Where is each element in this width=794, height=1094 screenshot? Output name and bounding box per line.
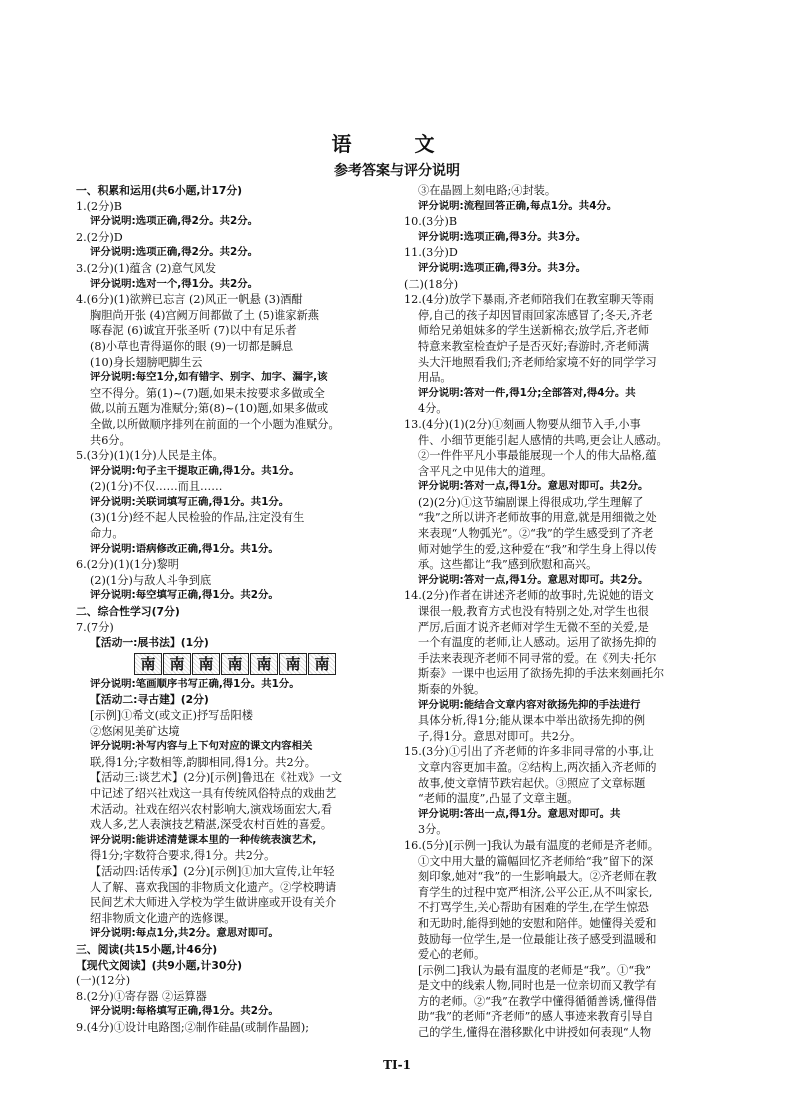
answer-line: 评分说明:选项正确,得2分。共2分。: [90, 215, 259, 228]
answer-line: 严厉,后面才说齐老师对学生无微不至的关爱,是: [418, 620, 649, 634]
calligraphy-box: 南: [279, 653, 307, 675]
answer-line: (3)(1分)经不起人民检验的作品,注定没有生: [90, 511, 305, 525]
answer-line: 共6分。: [90, 433, 131, 447]
answer-line: 来表现“人物弧光”。②“我”的学生感受到了齐老: [418, 527, 654, 541]
page-footer: TI-1: [383, 1058, 411, 1072]
answer-line: 课很一般,教育方式也没有特别之处,对学生也很: [418, 605, 649, 619]
answer-line: “老师的温度”,凸显了文章主题。: [418, 792, 579, 806]
answer-line: 3分。: [418, 823, 448, 837]
answer-line: “我”之所以讲齐老师故事的用意,就是用细微之处: [418, 511, 657, 525]
answer-line: 停,自己的孩子却因冒雨回家冻感冒了;冬天,齐老: [418, 308, 653, 322]
answer-line: 评分说明:选项正确,得2分。共2分。: [90, 246, 259, 259]
calligraphy-box: 南: [221, 653, 249, 675]
answer-line: 空不得分。第(1)~(7)题,如果未按要求多做或全: [90, 386, 325, 400]
calligraphy-box: 南: [134, 653, 162, 675]
answer-line: 评分说明:答出一点,得1分。意思对即可。共: [418, 807, 621, 820]
answer-line: 评分说明:选对一个,得1分。共2分。: [90, 277, 259, 290]
answer-line: 评分说明:补写内容与上下句对应的课文内容相关: [90, 740, 313, 753]
answer-line: (2)(2分)①这节编剧课上得很成功,学生理解了: [418, 495, 644, 509]
answer-line: 【活动四:话传承】(2分)[示例]①加大宣传,让年轻: [90, 864, 335, 878]
answer-line: 手法来表现齐老师不同寻常的爱。在《列夫·托尔: [418, 651, 657, 665]
answer-line: 鼓励每一位学生,是一位最能让孩子感受到温暖和: [418, 932, 657, 946]
answer-line: 一、积累和运用(共6小题,计17分): [76, 184, 243, 197]
answer-line: (10)身长翅膀吧脚生云: [90, 355, 203, 369]
answer-line: 育学生的过程中宽严相济,公平公正,从不叫家长,: [418, 885, 653, 899]
answer-line: 评分说明:每格填写正确,得1分。共2分。: [90, 1005, 279, 1018]
answer-line: [示例]①希文(或文正)抒写岳阳楼: [90, 709, 253, 722]
answer-line: 【活动一:展书法】(1分): [90, 636, 209, 650]
answer-line: 得1分;字数符合要求,得1分。共2分。: [90, 849, 276, 863]
answer-line: ①文中用大量的篇幅回忆齐老师给“我”留下的深: [418, 854, 654, 868]
answer-line: 4.(6分)(1)欲辨已忘言 (2)风正一帆悬 (3)酒酣: [76, 293, 303, 307]
answer-line: 二、综合性学习(7分): [76, 605, 180, 619]
answer-line: 术活动。社戏在绍兴农村影响大,演戏场面宏大,看: [90, 802, 333, 816]
answer-line: 【现代文阅读】(共9小题,计30分): [76, 958, 243, 972]
answer-line: 评分说明:每空1分,如有错字、别字、加字、漏字,该: [90, 371, 328, 384]
left-column: [76, 183, 404, 1035]
answer-line: 三、阅读(共15小题,计46分): [76, 942, 218, 956]
answer-line: 10.(3分)B: [404, 215, 458, 229]
answer-line: 评分说明:关联词填写正确,得1分。共1分。: [90, 495, 290, 508]
answer-line: 4分。: [418, 402, 448, 416]
answer-line: (2)(1分)不仅……而且……: [90, 480, 223, 494]
answer-line: 命力。: [90, 527, 124, 541]
answer-line: 评分说明:句子主干提取正确,得1分。共1分。: [90, 464, 300, 477]
calligraphy-strip: [134, 653, 404, 675]
answer-line: 评分说明:每点1分,共2分。意思对即可。: [90, 927, 279, 940]
answer-line: 13.(4分)(1)(2分)①刻画人物要从细节入手,小事: [404, 417, 641, 431]
answer-line: 头大汗地照看我们;齐老师给家境不好的同学学习: [418, 355, 657, 369]
answer-line: 和无助时,能得到她的安慰和陪伴。她懂得关爱和: [418, 916, 657, 930]
answer-line: 助“我”的老师“齐老师”的感人事迹来教育引导自: [418, 1010, 654, 1024]
calligraphy-box: 南: [308, 653, 336, 675]
answer-line: 全做,以所做顺序排列在前面的一个小题为准赋分。: [90, 417, 340, 431]
answer-line: 2.(2分)D: [76, 230, 123, 244]
answer-line: 人了解、喜欢我国的非物质文化遗产。②学校聘请: [90, 880, 337, 894]
answer-line: 12.(4分)放学下暴雨,齐老师陪我们在教室聊天等雨: [404, 293, 654, 307]
page-title: 语 文: [331, 132, 463, 156]
answer-line: 含平凡之中见伟大的道理。: [418, 464, 553, 478]
calligraphy-box: 南: [250, 653, 278, 675]
answer-line: ②悠闲见美矿达境: [90, 724, 180, 738]
answer-line: 评分说明:答对一点,得1分。意思对即可。共2分。: [418, 573, 649, 586]
answer-line: 评分说明:语病修改正确,得1分。共1分。: [90, 542, 279, 555]
answer-line: [示例二]我认为最有温度的老师是“我”。①“我”: [418, 963, 651, 977]
answer-line: 承。这些都让“我”感到欣慰和高兴。: [418, 558, 598, 572]
answer-line: 爱心的老师。: [418, 948, 486, 962]
answer-line: 师对她学生的爱,这种爱在“我”和学生身上得以传: [418, 542, 657, 556]
answer-line: 斯泰的外貌。: [418, 683, 486, 696]
answer-line: 啄春泥 (6)诚宜开张圣听 (7)以中有足乐者: [90, 324, 297, 338]
answer-line: 6.(2分)(1)(1分)黎明: [76, 558, 179, 572]
answer-line: (一)(12分): [76, 974, 131, 988]
answer-line: 评分说明:能讲述清楚课本里的一种传统表演艺术,: [90, 833, 317, 846]
answer-line: 7.(7分): [76, 620, 114, 634]
answer-line: 是文中的线索人物,同时也是一位亲切而又教学有: [418, 979, 657, 993]
answer-line: (8)小草也青得逼你的眼 (9)一切都是瞬息: [90, 339, 294, 353]
answer-line: 评分说明:选项正确,得3分。共3分。: [418, 230, 587, 243]
answer-line: 文章内容更加丰盈。②结构上,两次插入齐老师的: [418, 760, 657, 774]
answer-line: 用品。: [418, 371, 452, 385]
answer-line: 8.(2分)①寄存器 ②运算器: [76, 989, 207, 1003]
answer-line: 不打骂学生,关心帮助有困难的学生,在学生惊恐: [418, 901, 649, 915]
answer-line: 故事,使文章情节跌宕起伏。③照应了文章标题: [418, 776, 646, 790]
answer-line: 绍非物质文化遗产的选修课。: [90, 911, 236, 925]
answer-line: 11.(3分)D: [404, 246, 458, 260]
answer-line: 16.(5分)[示例一]我认为最有温度的老师是齐老师。: [404, 838, 659, 852]
right-column: [404, 183, 734, 1041]
answer-line: 9.(4分)①设计电路图;②制作硅晶(或制作晶圆);: [76, 1020, 309, 1034]
answer-line: 评分说明:笔画顺序书写正确,得1分。共1分。: [90, 677, 300, 690]
answer-line: 【活动二:寻古建】(2分): [90, 693, 209, 707]
answer-line: 子,得1分。意思对即可。共2分。: [418, 729, 582, 743]
answer-line: 件、小细节更能引起人感情的共鸣,更会让人感动。: [418, 433, 668, 447]
answer-line: 师给兄弟姐妹多的学生送新棉衣;放学后,齐老师: [418, 324, 650, 338]
answer-line: 评分说明:答对一件,得1分;全部答对,得4分。共: [418, 386, 636, 399]
answer-line: 一个有温度的老师,让人感动。运用了欲扬先抑的: [418, 636, 657, 650]
answer-line: ②一件件平凡小事最能展现一个人的伟大品格,蕴: [418, 449, 657, 463]
answer-line: 15.(3分)①引出了齐老师的许多非同寻常的小事,让: [404, 745, 654, 759]
answer-line: 戏人多,艺人表演技艺精湛,深受农村百姓的喜爱。: [90, 818, 333, 832]
answer-line: 5.(3分)(1)(1分)人民是主体。: [76, 449, 224, 463]
answer-line: (2)(1分)与敌人斗争到底: [90, 573, 212, 587]
calligraphy-box: 南: [163, 653, 191, 675]
answer-line: 评分说明:选项正确,得3分。共3分。: [418, 261, 587, 274]
answer-line: 评分说明:每空填写正确,得1分。共2分。: [90, 589, 279, 602]
answer-line: 刻印象,她对“我”的一生影响最大。②齐老师在教: [418, 870, 657, 884]
answer-line: 【活动三:谈艺术】(2分)[示例]鲁迅在《社戏》一文: [90, 771, 343, 785]
answer-line: 斯泰》一课中也运用了欲扬先抑的手法来刻画托尔: [418, 667, 665, 681]
answer-line: 中记述了绍兴社戏这一具有传统风俗特点的戏曲艺: [90, 786, 337, 800]
answer-line: 评分说明:答对一点,得1分。意思对即可。共2分。: [418, 480, 649, 493]
answer-line: 具体分析,得1分;能从课本中举出欲扬先抑的例: [418, 714, 646, 728]
answer-line: 胸胆尚开张 (4)宫阙万间都做了土 (5)谁家新燕: [90, 308, 319, 322]
answer-line: 做,以前五题为准赋分;第(8)~(10)题,如果多做或: [90, 402, 329, 416]
answer-line: 联,得1分;字数相等,韵脚相同,得1分。共2分。: [90, 755, 316, 769]
answer-line: 民间艺术大师进入学校为学生做讲座或开设有关介: [90, 896, 337, 910]
answer-line: 己的学生,懂得在潜移默化中讲授如何表现“人物: [418, 1026, 652, 1040]
answer-line: 特意来教室检查炉子是否灭好;春游时,齐老师满: [418, 339, 650, 353]
answer-line: 14.(2分)作者在讲述齐老师的故事时,先说她的语文: [404, 589, 654, 603]
answer-line: 评分说明:流程回答正确,每点1分。共4分。: [418, 199, 618, 212]
answer-line: 3.(2分)(1)蕴含 (2)意气风发: [76, 261, 217, 275]
page-subtitle: 参考答案与评分说明: [334, 163, 460, 179]
answer-line: 评分说明:能结合文章内容对欲扬先抑的手法进行: [418, 698, 641, 711]
answer-line: 1.(2分)B: [76, 199, 122, 213]
calligraphy-box: 南: [192, 653, 220, 675]
answer-line: (二)(18分): [404, 277, 459, 291]
answer-line: 方的老师。②“我”在教学中懂得循循善诱,懂得借: [418, 994, 657, 1008]
answer-line: ③在晶圆上刻电路;④封装。: [418, 184, 557, 197]
